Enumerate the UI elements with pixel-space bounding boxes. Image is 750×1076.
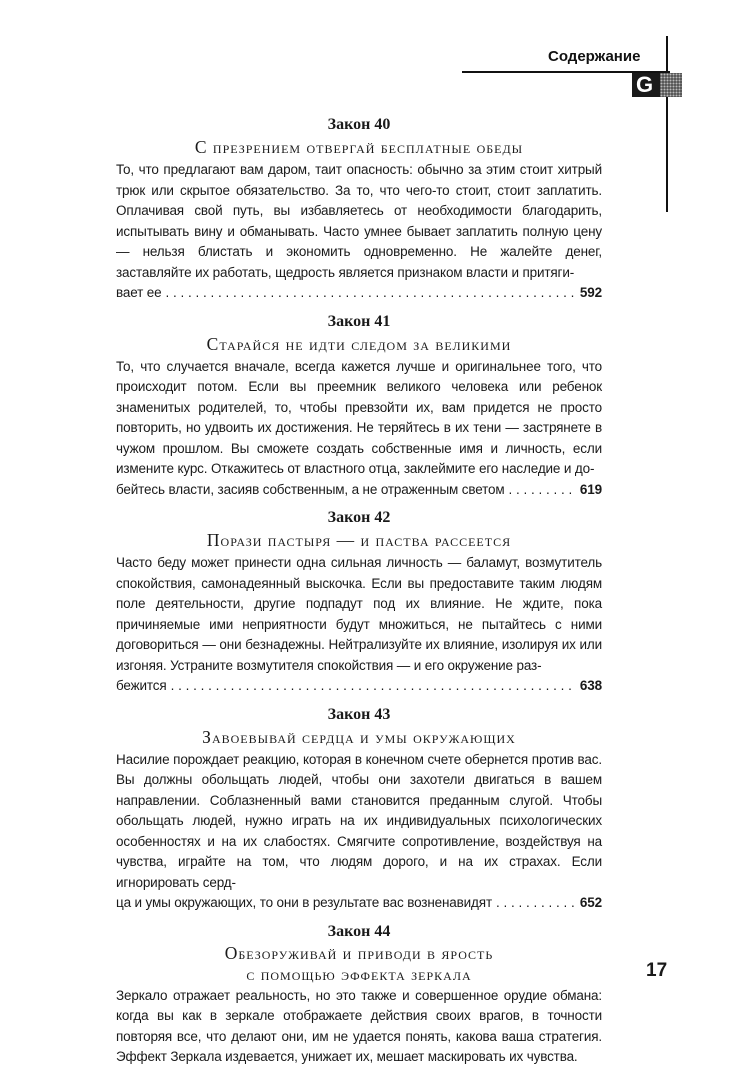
law-description: Насилие порождает реакцию, которая в конечном счете обернется против вас. Вы должны обольщать людей, чтобы они захотели двигаться в вашем направлении. Соблазненный вами становится преданным слугой. Чтобы обольщать людей, нужно играть на их индивидуальных психологических особенностях и на их слабостях. Смягчите сопротивление, воздействуя на чувства, играйте на том, что людям дорого, и на их страхах. Если игнорировать серд-: [116, 751, 602, 890]
law-description-end: бейтесь власти, засияв собственным, а не отраженным светом: [116, 481, 505, 497]
law-title-line-2: с помощью эффекта зеркала: [246, 963, 472, 984]
toc-line[interactable]: [116, 676, 602, 697]
law-description: Зеркало отражает реальность, но это также и совершенное орудие обмана: когда вы как в зеркале отображаете действия своих врагов, в точности повторяя все, что делают они, им не удается понять, какова ваша стратегия. Эффект Зеркала издевается, унижает их, мешает маскировать их чувства.: [116, 987, 602, 1064]
section-badge-letter: G: [636, 73, 654, 97]
law-description: То, что предлагают вам даром, таит опасность: обычно за этим стоит хитрый трюк или скрытое обязательство. За то, что чего-то стоит, стоит заплатить. Оплачивая свой путь, вы избавляетесь от необходимости благодарить, испытывать вину и обманывать. Часто умнее бывает заплатить полную цену — нельзя блистать и экономить одновременно. Не жалейте денег, заставляйте их работать, щедрость является признаком власти и притяги-: [116, 162, 602, 280]
law-title: С презрением отвергай бесплатные обеды: [194, 137, 524, 157]
toc-content: [116, 115, 602, 1076]
section-title: Содержание: [548, 48, 641, 65]
law-title: Порази пастыря — и паства рассеется: [206, 530, 512, 550]
law-number: Закон 44: [327, 922, 391, 940]
law-description-end: бежится: [116, 678, 167, 693]
law-entry-44: [116, 922, 602, 1068]
section-badge: [632, 73, 682, 97]
law-title-line-1: Обезоруживай и приводи в ярость: [224, 942, 494, 963]
page-reference: 619: [579, 481, 602, 497]
dot-leader: [496, 893, 576, 914]
law-number: Закон 40: [327, 116, 391, 133]
dot-leader: [166, 283, 576, 304]
halftone-pattern: [660, 73, 682, 97]
page-reference: 638: [579, 678, 602, 693]
dot-leader: [509, 480, 576, 501]
law-description-end: ца и умы окружающих, то они в результате вас возненавидят: [116, 895, 492, 910]
page-reference: 592: [579, 285, 602, 300]
law-entry-42: [116, 508, 602, 697]
page-number: 17: [646, 960, 668, 981]
page-reference: 652: [579, 895, 602, 910]
law-entry-43: [116, 705, 602, 914]
toc-line[interactable]: [116, 893, 602, 914]
law-number: Закон 43: [327, 705, 391, 723]
dot-leader: [171, 676, 576, 697]
law-description: То, что случается вначале, всегда кажется лучше и оригинальнее того, что происходит потом. Если вы преемник великого человека или ребенок знаменитых родителей, то, чтобы превзойти их, вам придется не просто повторить, но удвоить их достижения. Не теряйтесь в их тени — застрянете в чужом прошлом. Вы сможете создать собственные имя и личность, если измените курс. Откажитесь от властного отца, заклеймите его наследие и до-: [116, 358, 602, 476]
law-description-end: вает ее: [116, 285, 162, 300]
law-entry-41: [116, 312, 602, 501]
law-title: Старайся не идти следом за великими: [206, 333, 512, 354]
law-number: Закон 41: [327, 312, 391, 330]
toc-line[interactable]: [116, 480, 602, 501]
toc-line[interactable]: [116, 283, 602, 304]
law-title: Завоевывай сердца и умы окружающих: [202, 726, 516, 747]
header-vertical-rule: [666, 36, 668, 212]
law-entry-40: [116, 115, 602, 304]
law-number: Закон 42: [327, 509, 391, 526]
law-description: Часто беду может принести одна сильная личность — баламут, возмутитель спокойствия, самонадеянный выскочка. Если вы предоставите таким людям поле деятельности, другие подпадут под их влияние. Не ждите, пока причиняемые ими неприятности будут множиться, не пытайтесь с ними договориться — они безнадежны. Нейтрализуйте их влияние, изолируя их или изгоняя. Устраните возмутителя спокойствия — и его окружение раз-: [116, 555, 602, 673]
